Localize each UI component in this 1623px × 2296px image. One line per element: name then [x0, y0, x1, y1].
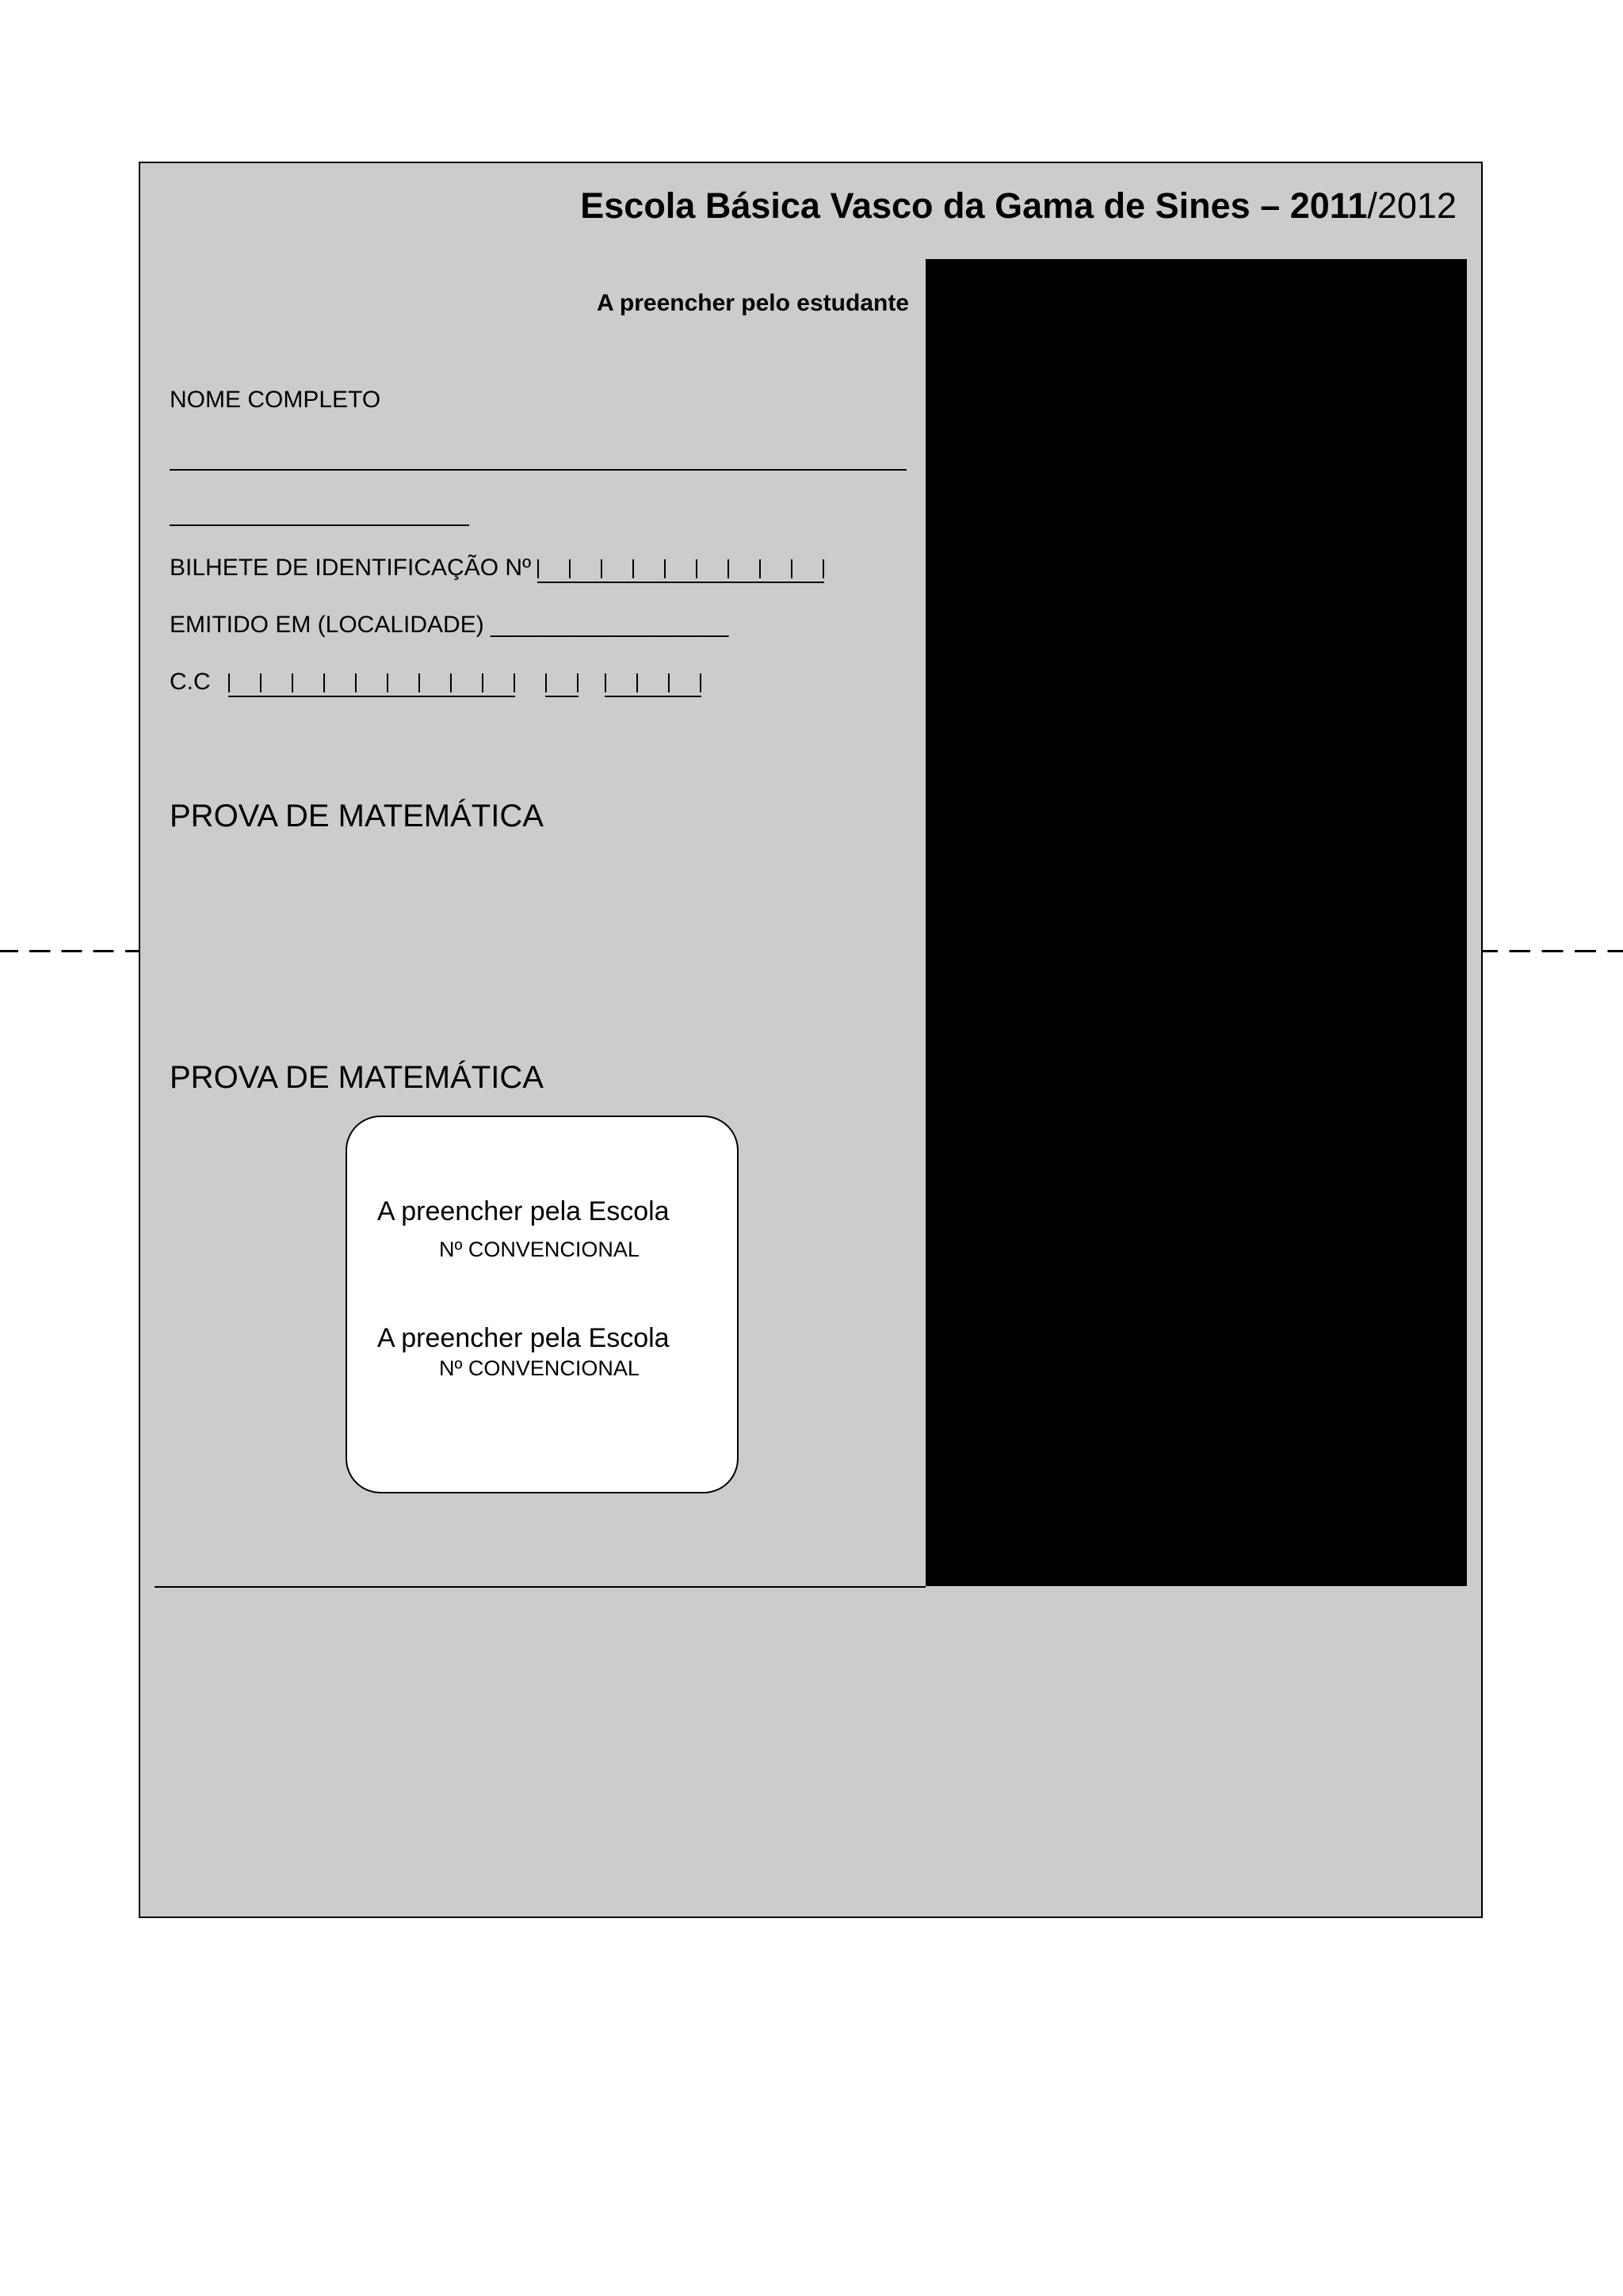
cut-line-right: [1479, 950, 1623, 952]
exam-title-bottom: PROVA DE MATEMÁTICA: [170, 1060, 544, 1095]
school-box-heading-2: A preencher pela Escola: [377, 1323, 670, 1353]
school-title: [580, 185, 1457, 227]
exam-cover-sheet: [139, 162, 1483, 1918]
cc-field: [170, 669, 701, 697]
full-name-label: NOME COMPLETO: [170, 387, 381, 413]
issued-location-field[interactable]: EMITIDO EM (LOCALIDADE) __________________: [170, 612, 729, 638]
cc-check-digit-box[interactable]: [545, 669, 579, 697]
full-name-line-2[interactable]: [170, 524, 469, 526]
school-box-heading-1: A preencher pela Escola: [377, 1196, 670, 1226]
student-section-caption: A preencher pelo estudante: [597, 290, 909, 316]
conventional-number-label-1: Nº CONVENCIONAL: [439, 1238, 640, 1261]
id-card-label: BILHETE DE IDENTIFICAÇÃO Nº: [170, 555, 532, 581]
redacted-block: [926, 259, 1467, 1586]
id-card-field: [170, 555, 824, 583]
conventional-number-label-2: Nº CONVENCIONAL: [439, 1356, 640, 1380]
exam-title-top: PROVA DE MATEMÁTICA: [170, 799, 544, 833]
cc-version-boxes[interactable]: [605, 669, 701, 697]
full-name-line-1[interactable]: [170, 469, 907, 471]
school-title-year-end: /2012: [1367, 185, 1457, 226]
cc-number-boxes[interactable]: [228, 669, 515, 697]
school-title-main: Escola Básica Vasco da Gama de Sines – 2011: [580, 185, 1368, 226]
section-divider: [155, 1586, 926, 1588]
school-use-box: [346, 1116, 739, 1493]
id-card-number-boxes[interactable]: [537, 555, 824, 583]
cc-label: C.C: [170, 669, 211, 695]
